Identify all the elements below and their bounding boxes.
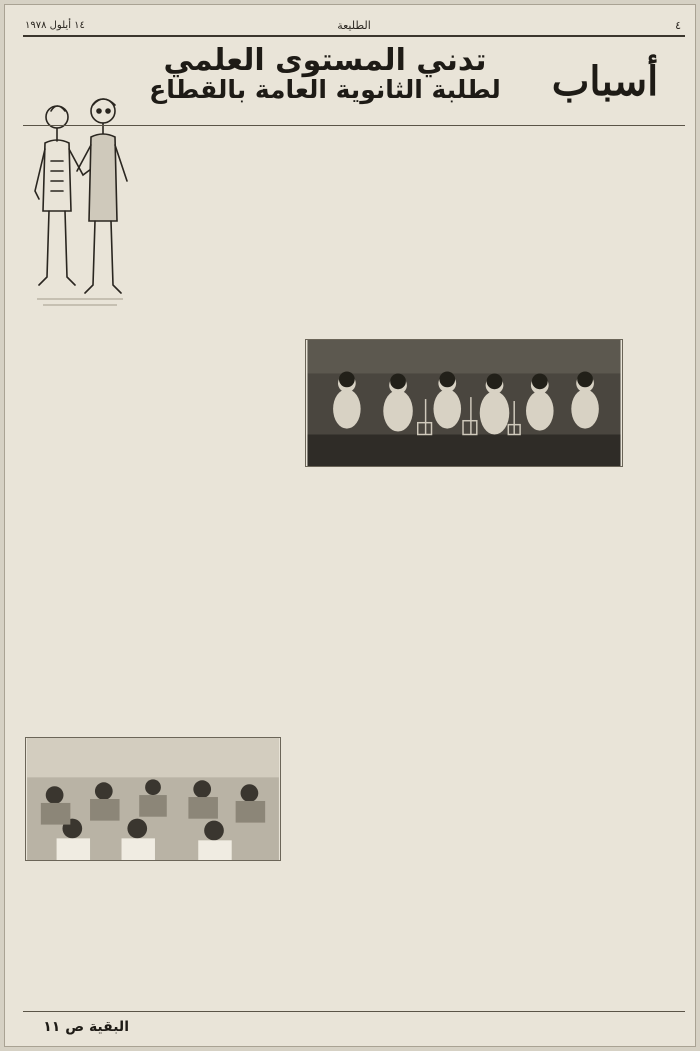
continuation-note: البقية ص ١١ (43, 1019, 129, 1035)
column-top-5 (139, 133, 279, 335)
column-top-4 (287, 133, 383, 335)
page-header (23, 15, 685, 37)
column-left-1 (25, 323, 133, 731)
issue-date: ١٤ أيلول ١٩٧٨ (25, 20, 85, 31)
divider (23, 1011, 685, 1012)
magazine-name: الطليعة (337, 19, 371, 32)
column-bottom-left-1 (25, 865, 133, 1015)
column-left-2 (139, 339, 299, 467)
newspaper-page (4, 4, 696, 1047)
column-mid-3 (389, 475, 485, 1009)
lab-photo (305, 339, 623, 467)
column-top-1 (593, 133, 685, 335)
classroom-photo (25, 737, 281, 861)
column-top-3 (389, 133, 485, 335)
article-title (125, 45, 525, 119)
title-line-1: تدني المستوى العلمي (163, 43, 487, 78)
divider (23, 125, 685, 126)
section-kicker: أسباب (551, 58, 659, 105)
title-line-2: لطلبة الثانوية العامة بالقطاع (149, 74, 501, 104)
cartoon-illustration (29, 71, 131, 319)
column-top-2 (491, 133, 587, 335)
column-bottom-left-2 (139, 865, 281, 1015)
column-mid-4 (287, 475, 383, 1009)
column-mid-1 (593, 475, 685, 1009)
column-mid-2 (491, 475, 587, 1009)
page-number: ٤ (675, 19, 681, 32)
